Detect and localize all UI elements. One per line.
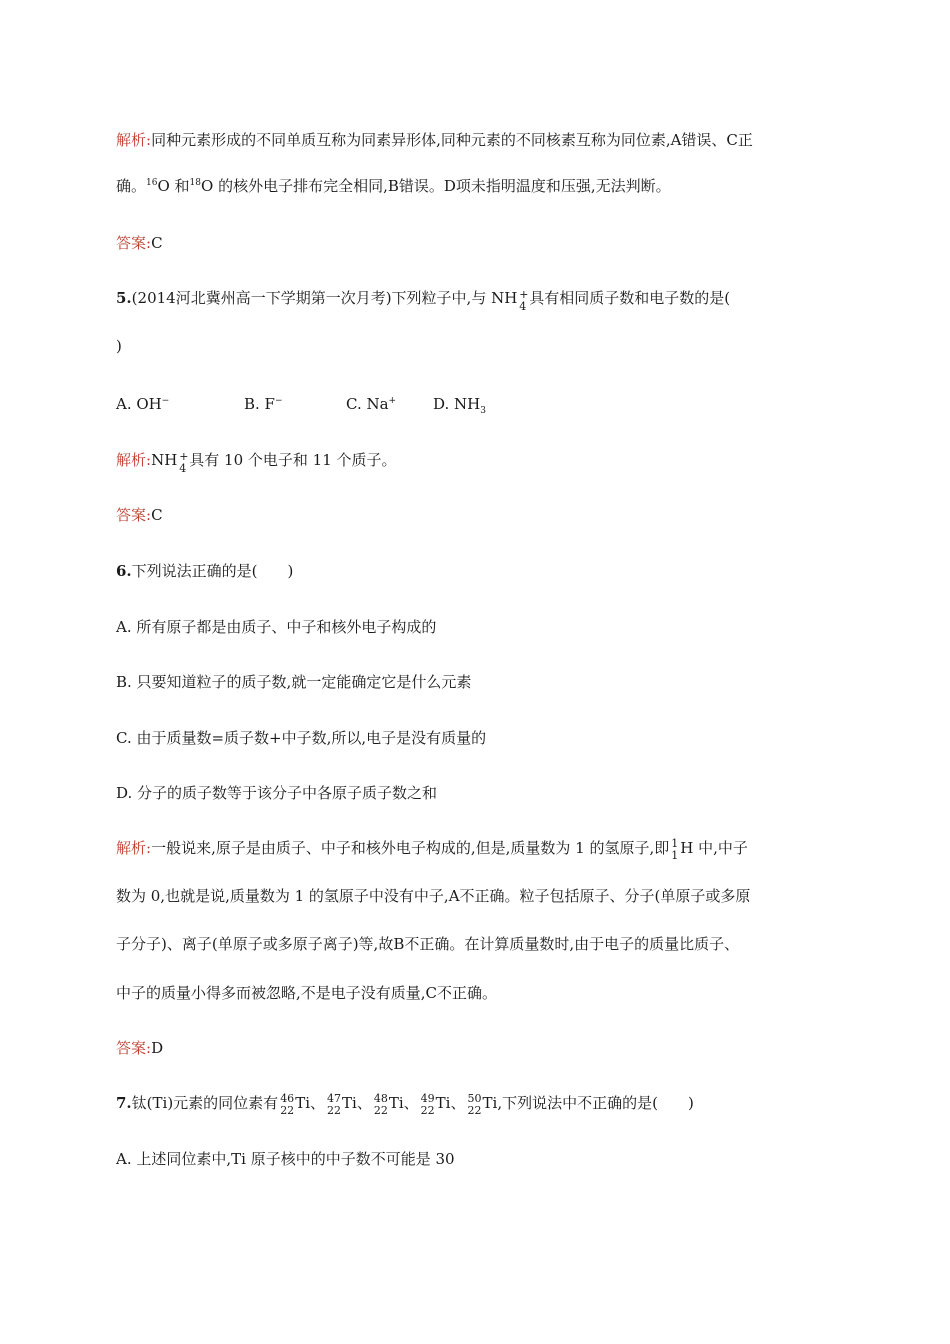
- isotope-notation: [420, 1092, 436, 1117]
- option-text: A. OH: [116, 395, 162, 413]
- isotope-symbol: Ti: [342, 1094, 357, 1112]
- isotope-separator: 、: [356, 1094, 372, 1112]
- q6-analysis-line-3: 子分子)、离子(单原子或多原子离子)等,故B不正确。在计算质量数时,由于电子的质量比质子、: [116, 935, 740, 953]
- analysis-text: 同种元素形成的不同单质互称为同素异形体,同种元素的不同核素互称为同位素,A错误、C正: [151, 131, 753, 149]
- ion-charge: +: [179, 450, 189, 463]
- ion-charge: +: [519, 288, 529, 301]
- q4-analysis-line-1: [116, 130, 753, 150]
- q4-analysis-line-2: [116, 176, 671, 196]
- q6-option-c: C. 由于质量数=质子数+中子数,所以,电子是没有质量的: [116, 729, 487, 747]
- isotope-notation: [373, 1092, 389, 1117]
- answer-value: C: [151, 506, 163, 524]
- question-text: 下列说法中不正确的是( ): [502, 1094, 694, 1112]
- isotope-separator: ,: [497, 1094, 503, 1112]
- q6-option-d: D. 分子的质子数等于该分子中各原子质子数之和: [116, 784, 438, 802]
- option-b: [244, 394, 346, 414]
- isotope-separator: 、: [450, 1094, 466, 1112]
- option-text: D. NH: [433, 395, 481, 413]
- titanium-isotope-list: [278, 1092, 503, 1117]
- q6-answer: [116, 1038, 163, 1058]
- analysis-text: H 中,中子: [680, 839, 748, 857]
- question-text: (2014河北冀州高一下学期第一次月考)下列粒子中,与 NH: [131, 289, 518, 307]
- analysis-text: 确。: [116, 177, 147, 195]
- q5-analysis: [116, 450, 397, 475]
- ammonium-charge: [177, 450, 189, 475]
- isotope-number: 1: [671, 849, 679, 862]
- q6-analysis-line-1: [116, 837, 748, 862]
- isotope-symbol: Ti: [388, 1094, 404, 1112]
- isotope-number: 22: [467, 1104, 482, 1117]
- isotope-49-ti: [419, 1092, 466, 1117]
- question-number: 6.: [116, 562, 132, 580]
- option-text: B. F: [244, 395, 275, 413]
- option-d: [433, 394, 486, 414]
- ion-subscript: 4: [179, 462, 187, 475]
- q6-analysis-line-4: 中子的质量小得多而被忽略,不是电子没有质量,C不正确。: [116, 984, 498, 1002]
- question-number: 7.: [116, 1094, 132, 1112]
- option-superscript: −: [161, 396, 170, 406]
- q5-answer: [116, 505, 163, 525]
- q6-stem: [116, 561, 293, 581]
- analysis-text: NH: [151, 451, 178, 469]
- question-number: 5.: [116, 289, 132, 307]
- isotope-46-ti: [278, 1092, 326, 1117]
- isotope-47-ti: [325, 1092, 372, 1117]
- isotope-mass: 16: [146, 178, 158, 188]
- analysis-text: O 的核外电子排布完全相同,B错误。D项未指明温度和压强,无法判断。: [201, 177, 671, 195]
- isotope-number: 22: [373, 1104, 388, 1117]
- analysis-text: 一般说来,原子是由质子、中子和核外电子构成的,但是,质量数为 1 的氢原子,即: [151, 839, 670, 857]
- isotope-number: 22: [327, 1104, 342, 1117]
- q6-option-b: B. 只要知道粒子的质子数,就一定能确定它是什么元素: [116, 673, 472, 691]
- isotope-48-ti: [372, 1092, 419, 1117]
- isotope-mass: 50: [467, 1092, 482, 1105]
- option-superscript: +: [388, 396, 397, 406]
- answer-label: 答案:: [116, 234, 152, 252]
- analysis-text: O 和: [157, 177, 190, 195]
- analysis-label: 解析:: [116, 131, 152, 149]
- answer-value: C: [151, 234, 163, 252]
- q4-answer: [116, 233, 163, 253]
- isotope-mass: 47: [327, 1092, 342, 1105]
- isotope-symbol: Ti: [435, 1094, 451, 1112]
- question-text: 具有相同质子数和电子数的是(: [529, 289, 731, 307]
- answer-value: D: [151, 1039, 164, 1057]
- q5-stem: [116, 288, 731, 313]
- isotope-separator: 、: [403, 1094, 419, 1112]
- q7-option-a: A. 上述同位素中,Ti 原子核中的中子数不可能是 30: [116, 1150, 455, 1168]
- isotope-number: 22: [280, 1104, 295, 1117]
- option-subscript: 3: [480, 406, 486, 416]
- isotope-notation: [467, 1092, 483, 1117]
- q5-options: [116, 394, 486, 414]
- isotope-mass: 18: [189, 178, 201, 188]
- isotope-number: 22: [420, 1104, 435, 1117]
- isotope-mass: 49: [420, 1092, 435, 1105]
- isotope-symbol: Ti: [295, 1094, 310, 1112]
- question-text: 钛(Ti)元素的同位素有: [131, 1094, 279, 1112]
- ion-subscript: 4: [519, 300, 527, 313]
- hydrogen-isotope-notation: [671, 837, 680, 862]
- analysis-label: 解析:: [116, 839, 152, 857]
- question-text: 下列说法正确的是( ): [131, 562, 294, 580]
- isotope-mass: 46: [280, 1092, 295, 1105]
- q5-stem-line-2: ): [116, 337, 122, 355]
- isotope-mass: 48: [373, 1092, 388, 1105]
- answer-label: 答案:: [116, 1039, 152, 1057]
- q7-stem: [116, 1092, 694, 1117]
- isotope-separator: 、: [310, 1094, 326, 1112]
- answer-label: 答案:: [116, 506, 152, 524]
- isotope-notation: [280, 1092, 295, 1117]
- analysis-label: 解析:: [116, 451, 152, 469]
- isotope-notation: [327, 1092, 342, 1117]
- ammonium-charge: [517, 288, 529, 313]
- isotope-50-ti: [466, 1092, 503, 1117]
- option-a: [116, 394, 244, 414]
- analysis-text: 具有 10 个电子和 11 个质子。: [189, 451, 397, 469]
- q6-option-a: A. 所有原子都是由质子、中子和核外电子构成的: [116, 618, 437, 636]
- option-c: [346, 394, 433, 414]
- q6-analysis-line-2: 数为 0,也就是说,质量数为 1 的氢原子中没有中子,A不正确。粒子包括原子、分子(单原子或多原: [116, 887, 751, 905]
- option-text: C. Na: [346, 395, 389, 413]
- isotope-mass: 1: [671, 837, 679, 850]
- isotope-symbol: Ti: [482, 1094, 498, 1112]
- option-superscript: −: [274, 396, 283, 406]
